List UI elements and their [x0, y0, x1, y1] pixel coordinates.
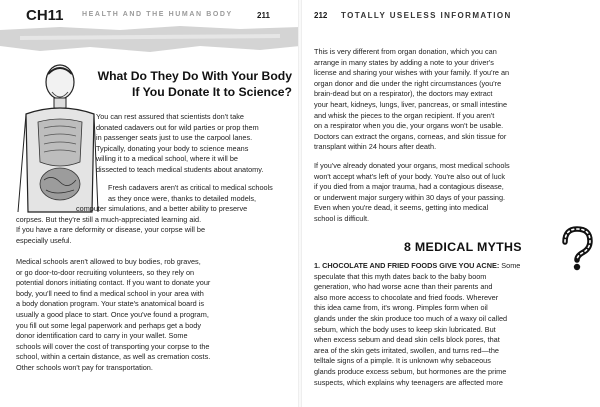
- left-paragraph-1: You can rest assured that scientists don't take donated cadavers out for wild parties or prop them in passenger seats just to use the carpool lanes. Typically, donating your body to science means willing it to a medical school, where it will be dissected to teach medical students about anatomy.: [96, 112, 264, 174]
- myth-1: 1. CHOCOLATE AND FRIED FOODS GIVE YOU ACNE: Some speculate that this myth dates back to the baby boom generation, who had worse acne than their parents and also more access to chocolate and fried foods. Wherever this idea came from, it's wrong. Pimples form when oil glands under the skin produce too much of a waxy oil called sebum, which the body uses to keep skin lubricated. But when excess sebum and dead skin cells block pores, that area of the skin gets irritated, swollen, and turns red—the telltale signs of a pimple. It is unknown why sebaceous glands produce excess sebum, but hormones are the prime suspects, which explains why teenagers are affected more: [314, 261, 521, 387]
- right-paragraph-1: This is very different from organ donation, which you can arrange in many states by adding a note to your driver's license and sharing your wishes with your family. If you're an organ donor and die under the right circumstances (you're brain-dead but on a respirator), the doctors may extract your heart, kidneys, lungs, liver, pancreas, or small intestine and whisk the pieces to the organ recipient. If you aren't on a respirator when you die, your organs won't be usable. Doctors can extract the organs, corneas, and skin tissue for transplant within 24 hours after death.: [314, 47, 510, 152]
- article-heading: What Do They Do With Your Body If You Donate It to Science?: [97, 69, 292, 99]
- page-number-left: 211: [257, 11, 270, 20]
- myths-heading: 8 MEDICAL MYTHS: [404, 240, 522, 254]
- left-paragraph-2: Fresh cadavers aren't as critical to medical schools as they once were, thanks to detailed models, computer simulations, and a better ability to preserve corpses. But they're still a much-appreciated learning aid. If you have a rare deformity or disease, your corpse will be especially useful.: [16, 183, 273, 245]
- running-head: TOTALLY USELESS INFORMATION: [341, 11, 512, 20]
- chapter-title: HEALTH AND THE HUMAN BODY: [82, 11, 233, 18]
- header-brush-band: [0, 24, 300, 54]
- myth-1-title: 1. CHOCOLATE AND FRIED FOODS GIVE YOU ACNE:: [314, 261, 500, 270]
- chapter-number: CH11: [26, 7, 64, 24]
- page-number-right: 212: [314, 11, 328, 20]
- left-paragraph-3: Medical schools aren't allowed to buy bodies, rob graves, or go door-to-door recruiting volunteers, so they rely on potential donors initiating contact. If you want to donate your body, you'll need to find a medical school in your area with a body donation program. Your state's anatomical board is usually a good place to start. Once you've found a program, you fill out some legal paperwork and perhaps get a body donor identification card to carry in your wallet. Some schools will cover the cost of transporting your corpse to the school, within a certain distance, as well as cremation costs. Other schools won't pay for transportation.: [16, 257, 211, 372]
- right-paragraph-2: If you've already donated your organs, most medical schools won't accept what's left of your body. You're also out of luck if you died from a major trauma, had a contagious disease, or underwent major surgery within 30 days of your passing. Even when you're dead, it seems, getting into medical school is difficult.: [314, 161, 510, 223]
- right-page: [300, 0, 600, 407]
